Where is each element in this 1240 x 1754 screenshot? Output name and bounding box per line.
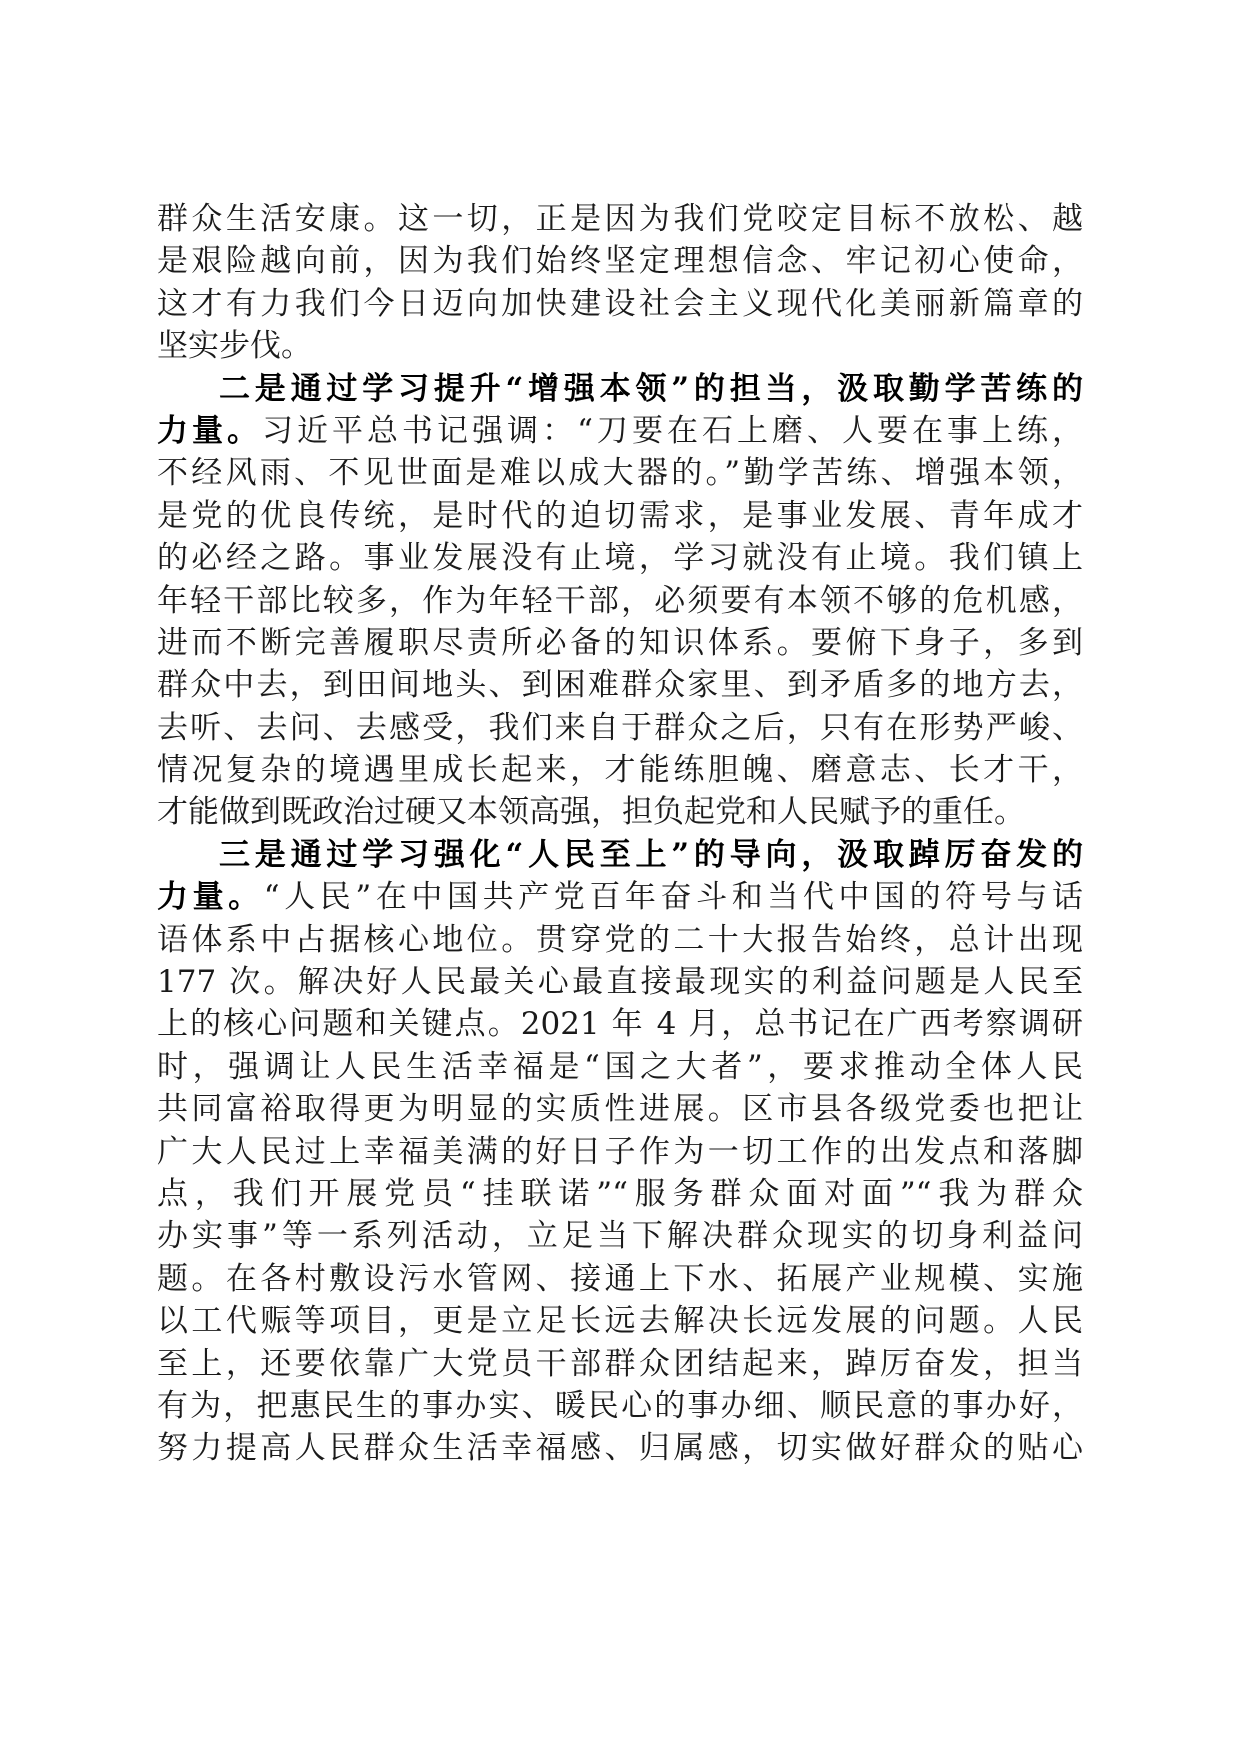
text-line <box>157 1088 1083 1130</box>
text-segment: 情况复杂的境遇里成长起来，才能练胆魄、磨意志、长才干， <box>157 752 1083 789</box>
text-segment: 以工代赈等项目，更是立足长远去解决长远发展的问题。人民 <box>157 1303 1083 1340</box>
text-line <box>157 368 1083 410</box>
text-segment: 进而不断完善履职尽责所必备的知识体系。要俯下身子，多到 <box>157 624 1083 661</box>
text-line <box>157 749 1083 791</box>
text-line <box>157 1215 1083 1257</box>
text-line <box>157 325 1083 367</box>
bold-text-segment: 力量。 <box>157 879 264 916</box>
document-body <box>157 198 1083 1470</box>
text-segment: 努力提高人民群众生活幸福感、归属感，切实做好群众的贴心 <box>157 1430 1083 1467</box>
text-line <box>157 834 1083 876</box>
text-segment: 177 次。解决好人民最关心最直接最现实的利益问题是人民至 <box>157 964 1083 1001</box>
text-line <box>157 198 1083 240</box>
text-line <box>157 664 1083 706</box>
text-segment: 点，我们开展党员“挂联诺”“服务群众面对面”“我为群众 <box>157 1175 1083 1212</box>
text-line <box>157 961 1083 1003</box>
text-segment: 坚实步伐。 <box>157 328 312 365</box>
text-line <box>157 707 1083 749</box>
text-line <box>157 283 1083 325</box>
text-segment: 群众生活安康。这一切，正是因为我们党咬定目标不放松、越 <box>157 201 1083 237</box>
text-line <box>157 1131 1083 1173</box>
text-line <box>157 452 1083 494</box>
text-segment: 去听、去问、去感受，我们来自于群众之后，只有在形势严峻、 <box>157 709 1083 746</box>
text-segment: 习近平总书记强调：“刀要在石上磨、人要在事上练， <box>262 412 1084 449</box>
text-line <box>157 1173 1083 1215</box>
text-line <box>157 622 1083 664</box>
text-line <box>157 1427 1083 1469</box>
text-line <box>157 1343 1083 1385</box>
text-line <box>157 410 1083 452</box>
bold-text-segment: 三是通过学习强化“人民至上”的导向，汲取踔厉奋发的 <box>219 836 1083 873</box>
text-line <box>157 876 1083 918</box>
text-line <box>157 1300 1083 1342</box>
text-line <box>157 919 1083 961</box>
text-segment: 题。在各村敷设污水管网、接通上下水、拓展产业规模、实施 <box>157 1260 1083 1297</box>
text-segment: 至上，还要依靠广大党员干部群众团结起来，踔厉奋发，担当 <box>157 1345 1083 1382</box>
text-line <box>157 1046 1083 1088</box>
text-segment: 年轻干部比较多，作为年轻干部，必须要有本领不够的危机感， <box>157 582 1083 619</box>
text-line <box>157 240 1083 282</box>
text-segment: 语体系中占据核心地位。贯穿党的二十大报告始终，总计出现 <box>157 921 1083 958</box>
text-line <box>157 580 1083 622</box>
text-segment: 是党的优良传统，是时代的迫切需求，是事业发展、青年成才 <box>157 497 1083 534</box>
paragraph <box>157 834 1083 1470</box>
text-segment: 不经风雨、不见世面是难以成大器的。”勤学苦练、增强本领， <box>157 455 1083 492</box>
text-line <box>157 1003 1083 1045</box>
text-line <box>157 1385 1083 1427</box>
text-line <box>157 537 1083 579</box>
text-segment: 时，强调让人民生活幸福是“国之大者”，要求推动全体人民 <box>157 1048 1083 1085</box>
text-line <box>157 791 1083 833</box>
text-segment: 是艰险越向前，因为我们始终坚定理想信念、牢记初心使命， <box>157 243 1083 280</box>
text-segment: 才能做到既政治过硬又本领高强，担负起党和人民赋予的重任。 <box>157 794 1025 831</box>
paragraph <box>157 368 1083 834</box>
paragraph <box>157 198 1083 368</box>
text-segment: 的必经之路。事业发展没有止境，学习就没有止境。我们镇上 <box>157 540 1083 577</box>
text-segment: “人民”在中国共产党百年奋斗和当代中国的符号与话 <box>263 879 1083 916</box>
text-segment: 广大人民过上幸福美满的好日子作为一切工作的出发点和落脚 <box>157 1133 1083 1170</box>
text-line <box>157 1258 1083 1300</box>
text-line <box>157 495 1083 537</box>
bold-text-segment: 二是通过学习提升“增强本领”的担当，汲取勤学苦练的 <box>219 370 1083 407</box>
text-segment: 群众中去，到田间地头、到困难群众家里、到矛盾多的地方去， <box>157 667 1083 704</box>
text-segment: 有为，把惠民生的事办实、暖民心的事办细、顺民意的事办好， <box>157 1387 1083 1424</box>
text-segment: 这才有力我们今日迈向加快建设社会主义现代化美丽新篇章的 <box>157 285 1083 322</box>
text-segment: 办实事”等一系列活动，立足当下解决群众现实的切身利益问 <box>157 1218 1083 1255</box>
text-segment: 共同富裕取得更为明显的实质性进展。区市县各级党委也把让 <box>157 1091 1083 1128</box>
text-segment: 上的核心问题和关键点。2021 年 4 月，总书记在广西考察调研 <box>157 1006 1083 1043</box>
bold-text-segment: 力量。 <box>157 412 263 449</box>
